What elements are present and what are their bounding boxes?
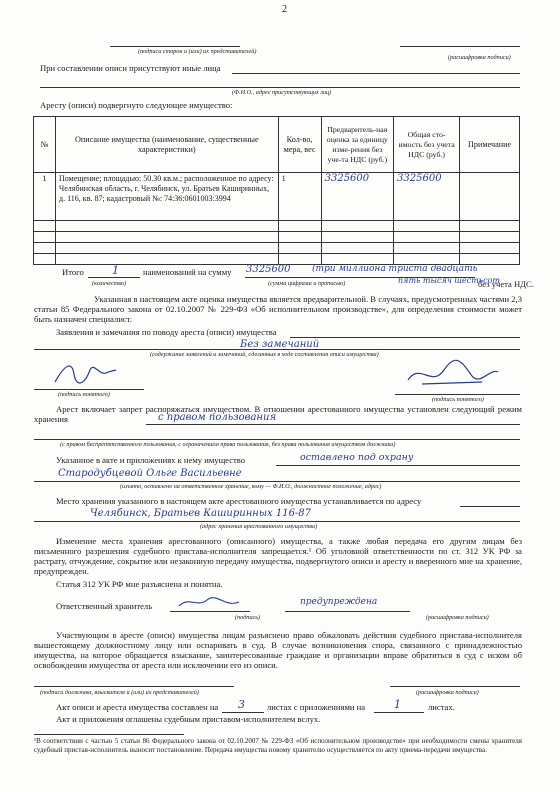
table-row xyxy=(34,173,520,221)
col-quantity-header: Кол-во, мера, вес xyxy=(278,117,321,173)
total-words: (три миллиона триста двадцать xyxy=(312,264,478,274)
sheets-text-2: листах с приложениями на xyxy=(267,702,366,712)
parties-signature-line xyxy=(110,46,240,47)
total-count-caption: (количество) xyxy=(92,280,127,287)
total-count: 1 xyxy=(112,264,119,277)
table-empty-row xyxy=(34,243,520,254)
storage-value: Челябинск, Братьев Каширинных 116-87 xyxy=(90,508,312,519)
statements-line xyxy=(290,337,520,338)
change-paragraph: Изменение места хранения арестованного (описанного) имущества, а также любая передача его другим лицам без письменного разрешения судебного пристава-исполнителя запрещается.¹ Об уголовной ответственности по ст. 312 УК РФ за растрату, отчуждение, сокрытие или незаконную передачу имущества, подвергнутого описи и аресту и вверенного мне на хранение, предупрежден. xyxy=(34,536,522,576)
officials-caption-right: (расшифровка подписи) xyxy=(416,689,479,696)
ban-caption: (с правом беспрепятственного пользования, с ограничением права пользования, без права пользования имуществом должника) xyxy=(60,441,396,448)
storage-line xyxy=(460,506,520,507)
transfer-line xyxy=(276,465,520,466)
custodian-decoding-line xyxy=(285,611,410,612)
transfer-caption: (изъято, оставлено на ответственное хранение, кому — Ф.И.О., должностное положение, адрес) xyxy=(120,483,382,490)
custodian-decoding-caption: (расшифровка подписи) xyxy=(426,614,489,621)
parties-decoding-caption: (расшифровка подписи) xyxy=(448,54,511,61)
transfer-value-1: оставлено под охрану xyxy=(300,452,414,463)
witness-signature-left xyxy=(50,356,120,390)
storage-line-2 xyxy=(34,521,520,522)
total-count-line xyxy=(88,277,140,278)
transfer-label: Указанное в акте и приложениях к нему имущество xyxy=(56,455,246,465)
valuation-paragraph: Указанная в настоящем акте оценка имущества является предварительной. В случаях, предусмотренных частями 2,3 статьи 85 Федерального закона от 02.10.2007 № 229-ФЗ «Об исполнительном производстве», для определения стоимости может быть назначен специалист. xyxy=(34,294,522,324)
row-quantity: 1 xyxy=(278,173,321,221)
col-description-header: Описание имущества (наименование, существенные характеристики) xyxy=(56,117,279,173)
custodian-label: Ответственный хранитель xyxy=(56,601,153,611)
table-empty-row xyxy=(34,221,520,232)
no-vat-label: без учета НДС. xyxy=(478,279,534,289)
sheets-text-1: Акт описи и ареста имущества составлен на xyxy=(56,702,219,712)
storage-label: Место хранения указанного в настоящем акте арестованного имущества устанавливается по адресу xyxy=(56,496,422,506)
table-header-row xyxy=(34,117,520,173)
appeal-paragraph: Участвующим в аресте (описи) имущества лицам разъяснено право обжаловать действия судебного пристава-исполнителя вышестоящему должностному лицу или оспаривать в суд. В случае возникновения спора, связанного с принадлежностью имущества, на которое обращается взыскание, заинтересованные граждане и организации вправе обратиться в суд с иском об освобождении имущества от ареста или исключении его из описи. xyxy=(34,630,522,670)
ban-paragraph: Арест включает запрет распоряжаться имуществом. В отношении арестованного имущества установлен следующий режим хранения xyxy=(34,404,522,424)
statements-label: Заявления и замечания по поводу ареста (описи) имущества xyxy=(56,327,277,337)
present-persons-label: При составлении описи присутствуют иные лица xyxy=(40,63,221,73)
officials-decoding-line xyxy=(390,686,520,687)
ban-value: с правом пользования xyxy=(158,412,277,423)
storage-caption: (адрес хранения арестованного имущества) xyxy=(200,523,318,530)
parties-decoding-line xyxy=(400,46,520,47)
appendix-count-line xyxy=(374,712,424,713)
present-persons-line xyxy=(232,73,520,74)
ban-line xyxy=(146,424,520,425)
total-words-continued: пять тысяч шестьсот xyxy=(398,276,500,285)
arrested-label: Аресту (описи) подвергнуто следующее имущество: xyxy=(40,100,233,110)
witness-line-left xyxy=(34,389,144,390)
statements-value: Без замечаний xyxy=(240,339,320,350)
page-number: 2 xyxy=(282,4,287,15)
ban-line-2 xyxy=(34,439,520,440)
table-empty-row xyxy=(34,254,520,265)
sheets-count: 3 xyxy=(238,698,245,711)
officials-sign-line xyxy=(34,686,234,687)
row-number: 1 xyxy=(34,173,56,221)
statements-caption: (содержание заявлений и замечаний, сделанных в ходе составления описи имущества) xyxy=(150,351,379,358)
announced-text: Акт и приложения оглашены судебным приставом-исполнителем вслух. xyxy=(56,714,321,724)
witness-caption-right: (подпись понятого) xyxy=(432,396,484,403)
parties-signature-caption: (подписи сторон и (или) их представителей) xyxy=(138,48,257,55)
col-total-header: Общая сто-имость без учета НДС (руб.) xyxy=(394,117,460,173)
row-note xyxy=(460,173,520,221)
appendix-count: 1 xyxy=(394,698,401,711)
footnote: ¹В соответствии с частью 5 статьи 86 Федерального закона от 02.10.2007 № 229-ФЗ «Об исполнительном производстве» при необходимости смены хранителя судебный пристав-исполнитель выносит постановление. Передача имущества новому хранителю осуществляется по акту приема-передачи имущества. xyxy=(34,737,522,754)
total-label: Итого xyxy=(62,267,84,277)
property-table xyxy=(33,116,520,265)
row-description: Помещение; площадью: 50.30 кв.м.; расположенное по адресу: Челябинская область, г. Челябинск, ул. Братьев Каширинных, д. 116, кв. 87; кадастровый №: 74:36:0601003:3994 xyxy=(56,173,279,221)
transfer-value-2: Стародубцевой Ольге Васильевне xyxy=(58,468,242,479)
sheets-text-3: листах. xyxy=(428,702,455,712)
witness-signature-right xyxy=(402,358,502,394)
row-total: 3325600 xyxy=(394,173,460,221)
total-sum-caption: (сумма цифрами и прописью) xyxy=(268,280,346,287)
col-unit-price-header: Предваритель-ная оценка за единицу изме-рения без уче-та НДС (руб.) xyxy=(321,117,393,173)
total-count-label: наименований на сумму xyxy=(143,267,232,277)
officials-caption-left: (подписи должника, взыскателя и (или) их представителей) xyxy=(40,689,199,696)
row-unit-price: 3325600 xyxy=(321,173,393,221)
custodian-sign-caption: (подпись) xyxy=(235,614,261,621)
table-empty-row xyxy=(34,232,520,243)
custodian-sign-text: предупреждена xyxy=(300,597,378,607)
witness-line-right xyxy=(395,394,520,395)
col-number-header: № xyxy=(34,117,56,173)
total-sum: 3325600 xyxy=(246,264,291,275)
witness-caption-left: (подпись понятого) xyxy=(58,391,110,398)
col-note-header: Примечание xyxy=(460,117,520,173)
custodian-signature xyxy=(175,594,245,612)
transfer-line-2 xyxy=(34,481,520,482)
sheets-count-line xyxy=(222,712,264,713)
present-persons-caption: (Ф.И.О., адрес присутствующих лиц) xyxy=(232,89,332,96)
article-text: Статья 312 УК РФ мне разъяснена и понятна. xyxy=(56,579,223,589)
footnote-divider xyxy=(34,734,184,735)
present-persons-line-2 xyxy=(40,87,520,88)
